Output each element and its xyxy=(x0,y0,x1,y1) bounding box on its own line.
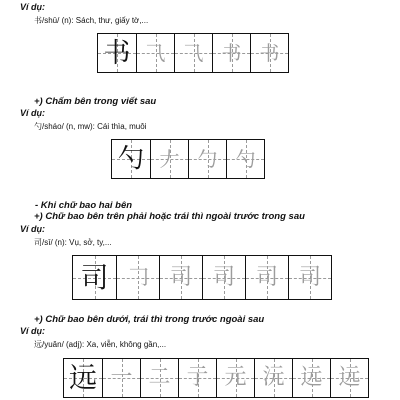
example-label-4: Ví dụ: xyxy=(20,326,45,336)
stroke-grid-2 xyxy=(111,139,265,179)
stroke-grid-1 xyxy=(97,33,289,73)
example-label-3: Ví dụ: xyxy=(20,224,45,234)
main-character: 远 xyxy=(68,361,97,394)
section-heading-3a: - Khi chữ bao hai bên xyxy=(35,200,133,211)
example-label-2: Ví dụ: xyxy=(20,108,45,118)
stroke-step-character: 书 xyxy=(259,41,280,65)
stroke-step-character: 司 xyxy=(255,264,278,290)
grid-cell xyxy=(250,34,288,72)
example-text-4: 远/yuǎn/ (adj): Xa, viễn, không gần,... xyxy=(34,340,167,349)
grid-cell xyxy=(178,359,216,397)
grid-cell xyxy=(292,359,330,397)
stroke-step-character: 远 xyxy=(300,365,323,390)
example-label-1: Ví dụ: xyxy=(20,2,45,12)
grid-cell xyxy=(140,359,178,397)
example-text-2: 勺/sháo/ (n, mw): Cái thìa, muôi xyxy=(34,122,147,131)
stroke-step-character: 𠃌 xyxy=(126,264,149,290)
grid-cell xyxy=(174,34,212,72)
stroke-step-character: 远 xyxy=(338,365,361,390)
grid-cell xyxy=(116,256,159,299)
stroke-step-character: 亍 xyxy=(186,365,209,390)
stroke-step-character: 一 xyxy=(110,365,133,390)
grid-cell xyxy=(64,359,102,397)
stroke-step-character: 司 xyxy=(298,264,321,290)
main-character: 司 xyxy=(80,260,109,294)
stroke-step-character: ⺄ xyxy=(183,41,204,65)
grid-cell xyxy=(245,256,288,299)
grid-cell xyxy=(216,359,254,397)
stroke-step-character: ⺄ xyxy=(145,41,166,65)
stroke-step-character: 沅 xyxy=(262,365,285,390)
section-heading-2: +) Chấm bên trong viết sau xyxy=(34,96,157,107)
stroke-step-character: 勹 xyxy=(197,147,218,171)
grid-cell xyxy=(188,140,226,178)
grid-cell xyxy=(150,140,188,178)
stroke-step-character: 勺 xyxy=(235,147,256,171)
grid-cell xyxy=(254,359,292,397)
stroke-step-character: 二 xyxy=(148,365,171,390)
stroke-grid-3 xyxy=(72,255,332,300)
section-heading-4: +) Chữ bao bên dưới, trái thì trong trước ngoài sau xyxy=(34,314,265,325)
stroke-step-character: 书 xyxy=(221,41,242,65)
grid-cell xyxy=(102,359,140,397)
example-text-1: 书/shū/ (n): Sách, thư, giấy tờ,... xyxy=(34,16,149,25)
grid-cell xyxy=(73,256,116,299)
grid-cell xyxy=(212,34,250,72)
grid-cell xyxy=(159,256,202,299)
main-character: 勺 xyxy=(117,144,144,174)
stroke-step-character: 𠂇 xyxy=(159,147,180,171)
stroke-step-character: 元 xyxy=(224,365,247,390)
main-character: 书 xyxy=(103,37,131,69)
grid-cell xyxy=(202,256,245,299)
stroke-step-character: 司 xyxy=(169,264,192,290)
grid-cell xyxy=(112,140,150,178)
grid-cell xyxy=(288,256,331,299)
grid-cell xyxy=(136,34,174,72)
example-text-3: 司/sī/ (n): Vụ, sở, ty,... xyxy=(34,238,112,247)
grid-cell xyxy=(98,34,136,72)
grid-cell xyxy=(330,359,368,397)
stroke-step-character: 司 xyxy=(212,264,235,290)
stroke-grid-4 xyxy=(63,358,369,398)
section-heading-3b: +) Chữ bao bên trên phải hoặc trái thì ngoài trước trong sau xyxy=(34,211,305,222)
grid-cell xyxy=(226,140,264,178)
